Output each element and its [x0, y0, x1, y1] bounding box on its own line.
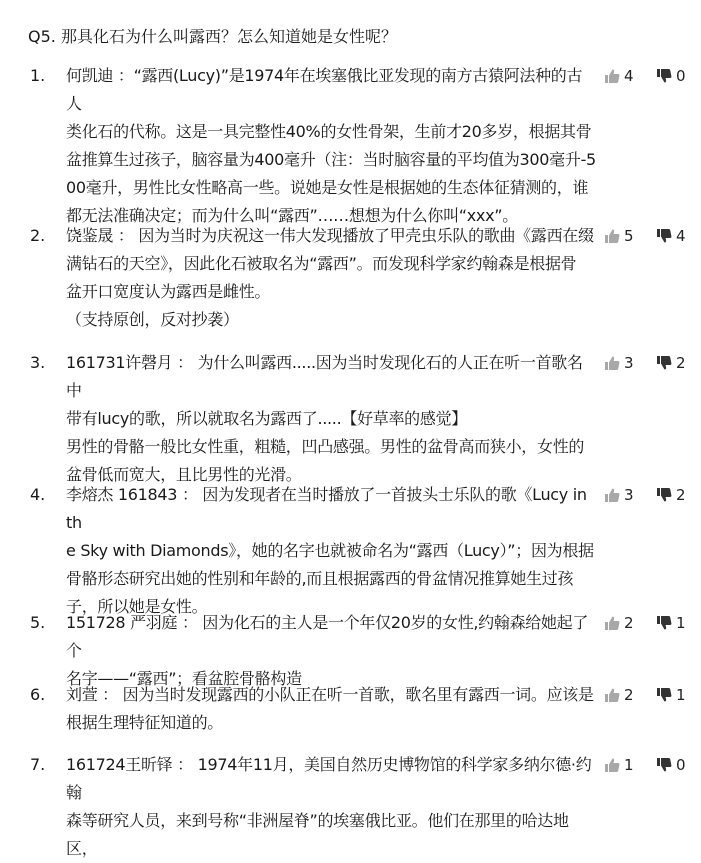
answer-line: 饶鉴晟 ： 因为当时为庆祝这一伟大发现播放了甲壳虫乐队的歌曲《露西在缀: [66, 226, 594, 245]
answer-line: 森等研究人员，来到号称“非洲屋脊”的埃塞俄比亚。他们在那里的哈达地区，: [66, 811, 569, 858]
answer-text: [66, 751, 596, 863]
answer-line: 都无法准确决定；而为什么叫“露西”……想想为什么你叫“xxx”。: [66, 206, 518, 225]
vote-group: [604, 751, 696, 779]
vote-group: [604, 222, 696, 250]
answer-text: [66, 681, 596, 737]
dislike-count: 1: [676, 686, 686, 704]
answer-line: 带有lucy的歌，所以就取名为露西了.....【好草率的感觉】: [66, 409, 467, 428]
answer-line: 161724王昕铎 ： 1974年11月，美国自然历史博物馆的科学家多纳尔德·约翰: [66, 755, 592, 802]
answer-number: 5.: [30, 613, 46, 632]
vote-group: [604, 609, 696, 637]
vote-group: [604, 681, 696, 709]
answer-number: 6.: [30, 685, 46, 704]
dislike-count: 0: [676, 756, 686, 774]
answer-line: 男性的骨骼一般比女性重，粗糙，凹凸感强。男性的盆骨高而狭小，女性的: [66, 437, 585, 456]
answer-line: 161731许磬月 ： 为什么叫露西.....因为当时发现化石的人正在听一首歌名中: [66, 353, 583, 400]
answer-line: 类化石的代称。这是一具完整性40%的女性骨架，生前才20多岁，根据其骨: [66, 122, 592, 141]
dislike-count: 1: [676, 614, 686, 632]
dislike-count: 0: [676, 67, 686, 85]
like-count: 3: [624, 486, 634, 504]
answer-number: 4.: [30, 485, 46, 504]
answer-line: 满钻石的天空》，因此化石被取名为“露西”。而发现科学家约翰森是根据骨: [66, 254, 577, 273]
like-count: 3: [624, 354, 634, 372]
answer-line: （支持原创，反对抄袭）: [66, 310, 239, 329]
answer-line: e Sky with Diamonds》，她的名字也就被命名为“露西（Lucy）”；因为根据: [66, 541, 594, 560]
answer-text: [66, 222, 596, 334]
vote-group: [604, 349, 696, 377]
answer-line: 根据生理特征知道的。: [66, 713, 224, 732]
dislike-count: 2: [676, 354, 686, 372]
like-count: 2: [624, 614, 634, 632]
answer-text: [66, 481, 596, 621]
answer-line: 151728 严羽庭 ： 因为化石的主人是一个年仅20岁的女性,约翰森给她起了个: [66, 613, 589, 660]
answer-number: 3.: [30, 353, 46, 372]
answer-text: [66, 349, 596, 489]
answer-line: 盆开口宽度认为露西是雌性。: [66, 282, 271, 301]
answer-line: 盆推算生过孩子，脑容量为400毫升（注：当时脑容量的平均值为300毫升-5: [66, 150, 596, 169]
answer-number: 7.: [30, 755, 46, 774]
answer-number: 1.: [30, 66, 46, 85]
answer-text: [66, 62, 596, 230]
answer-line: 子，所以她是女性。: [66, 597, 208, 616]
answer-line: 骨骼形态研究出她的性别和年龄的,而且根据露西的骨盆情况推算她生过孩: [66, 569, 574, 588]
vote-group: [604, 62, 696, 90]
answer-number: 2.: [30, 226, 46, 245]
like-count: 5: [624, 227, 634, 245]
dislike-count: 2: [676, 486, 686, 504]
answer-line: 盆骨低而宽大，且比男性的光滑。: [66, 465, 302, 484]
answer-line: 李熔杰 161843 ： 因为发现者在当时播放了一首披头士乐队的歌《Lucy in th: [66, 485, 587, 532]
answer-line: 刘萱 ： 因为当时发现露西的小队正在听一首歌，歌名里有露西一词。应该是: [66, 685, 594, 704]
question-title: Q5. 那具化石为什么叫露西？怎么知道她是女性呢？: [28, 27, 397, 46]
dislike-count: 4: [676, 227, 686, 245]
vote-group: [604, 481, 696, 509]
answer-line: 00毫升，男性比女性略高一些。说她是女性是根据她的生态体征猜测的，谁: [66, 178, 589, 197]
like-count: 4: [624, 67, 634, 85]
answer-line: 名字——“露西”；看盆腔骨骼构造: [66, 669, 302, 688]
answer-line: 何凯迪 ：“露西(Lucy)”是1974年在埃塞俄比亚发现的南方古猿阿法种的古人: [66, 66, 583, 113]
like-count: 1: [624, 756, 634, 774]
like-count: 2: [624, 686, 634, 704]
